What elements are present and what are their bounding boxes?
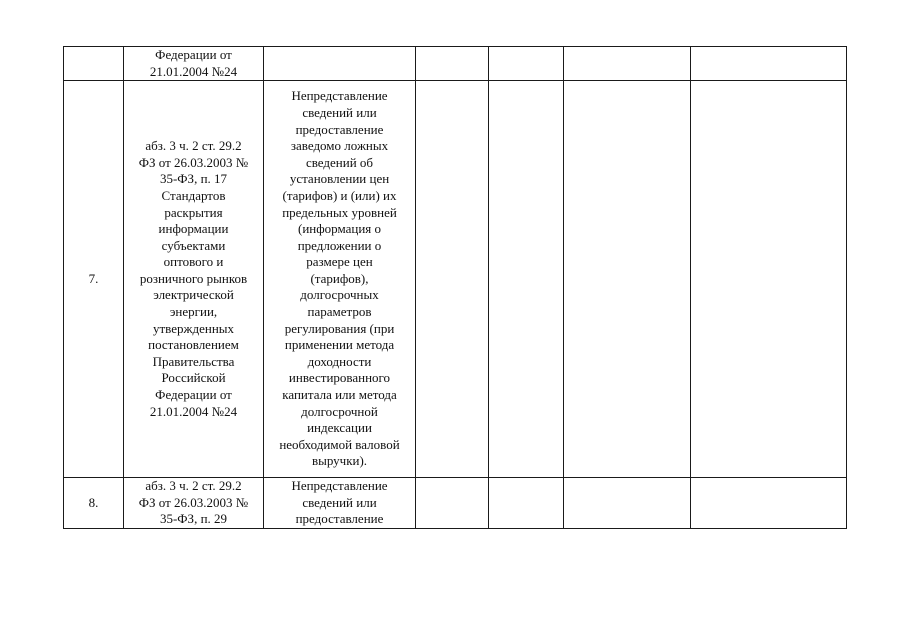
empty-cell	[416, 478, 489, 529]
legal-basis-cell: абз. 3 ч. 2 ст. 29.2 ФЗ от 26.03.2003 № 35-ФЗ, п. 17 Стандартов раскрытия информации субъектами оптового и розничного рынков электрической энергии, утвержденных постановлением Правительства Российской Федерации от 21.01.2004 №24	[124, 81, 264, 478]
empty-cell	[691, 478, 847, 529]
violation-cell: Непредставление сведений или предоставление	[264, 478, 416, 529]
row-number-cell: 7.	[64, 81, 124, 478]
empty-cell	[489, 478, 564, 529]
table-row	[64, 81, 847, 478]
table-row	[64, 478, 847, 529]
empty-cell	[416, 81, 489, 478]
empty-cell	[489, 47, 564, 81]
legal-basis-cell: Федерации от 21.01.2004 №24	[124, 47, 264, 81]
empty-cell	[564, 47, 691, 81]
row-number-cell: 8.	[64, 478, 124, 529]
document-table	[63, 46, 847, 529]
violation-cell: Непредставление сведений или предоставление заведомо ложных сведений об установлении цен (тарифов) и (или) их предельных уровней (информация о предложении о размере цен (тарифов), долгосрочных параметров регулирования (при применении метода доходности инвестированного капитала или метода долгосрочной индексации необходимой валовой выручки).	[264, 81, 416, 478]
empty-cell	[564, 81, 691, 478]
empty-cell	[564, 478, 691, 529]
table-row	[64, 47, 847, 81]
legal-basis-cell: абз. 3 ч. 2 ст. 29.2 ФЗ от 26.03.2003 № 35-ФЗ, п. 29	[124, 478, 264, 529]
violation-cell	[264, 47, 416, 81]
empty-cell	[489, 81, 564, 478]
empty-cell	[416, 47, 489, 81]
empty-cell	[691, 47, 847, 81]
empty-cell	[691, 81, 847, 478]
row-number-cell	[64, 47, 124, 81]
